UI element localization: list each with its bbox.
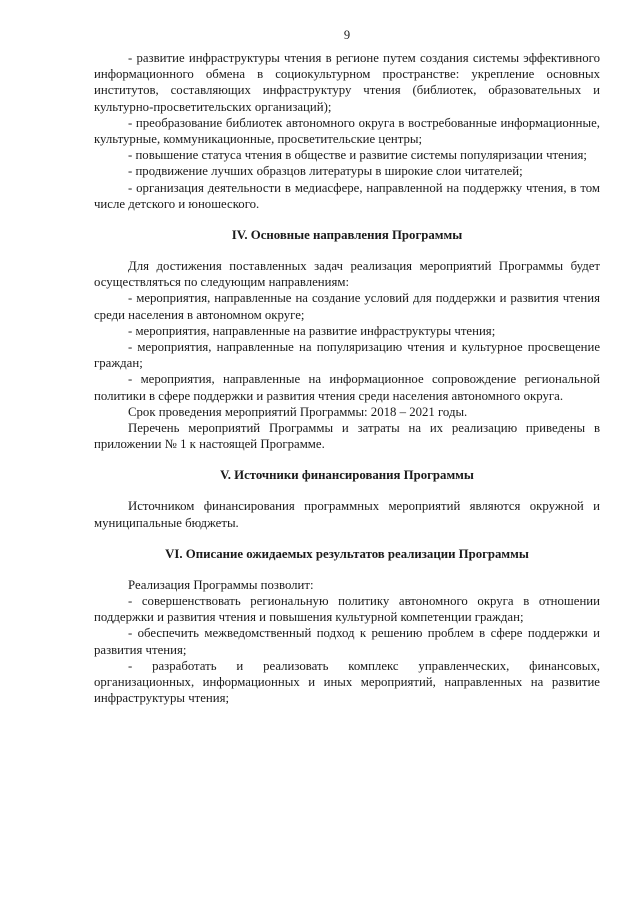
paragraph: Срок проведения мероприятий Программы: 2018 – 2021 годы. bbox=[128, 404, 468, 419]
section-heading-vi: VI. Описание ожидаемых результатов реализации Программы bbox=[165, 546, 529, 561]
list-item: - мероприятия, направленные на развитие инфраструктуры чтения; bbox=[128, 323, 496, 338]
section-heading-v: V. Источники финансирования Программы bbox=[220, 468, 474, 483]
document-page bbox=[94, 28, 600, 707]
paragraph: Реализация Программы позволит: bbox=[128, 577, 314, 592]
list-item: - преобразование библиотек автономного округа в востребованные информационные, культурные, коммуникационные, просветительские центры; bbox=[94, 115, 600, 147]
list-item: - продвижение лучших образцов литературы в широкие слои читателей; bbox=[128, 164, 523, 179]
list-item: - мероприятия, направленные на популяризацию чтения и культурное просвещение граждан; bbox=[94, 340, 600, 371]
section-heading-iv: IV. Основные направления Программы bbox=[231, 228, 463, 243]
list-item: - обеспечить межведомственный подход к решению проблем в сфере поддержки и развития чтения; bbox=[94, 626, 600, 657]
list-item: - организация деятельности в медиасфере, направленной на поддержку чтения, в том числе детского и юношеского. bbox=[94, 180, 600, 211]
list-item: - мероприятия, направленные на информационное сопровождение региональной политики в сфере поддержки и развития чтения среди населения автономного округа. bbox=[94, 372, 600, 403]
paragraph: Перечень мероприятий Программы и затраты на их реализацию приведены в приложении № 1 к настоящей Программе. bbox=[94, 421, 600, 452]
list-item: - мероприятия, направленные на создание условий для поддержки и развития чтения среди населения в автономном округе; bbox=[94, 291, 600, 322]
list-item: - повышение статуса чтения в обществе и развитие системы популяризации чтения; bbox=[128, 148, 587, 163]
list-item: - разработать и реализовать комплекс управленческих, финансовых, организационных, информационных и иных мероприятий, направленных на развитие инфраструктуры чтения; bbox=[94, 658, 600, 706]
page-number: 9 bbox=[343, 28, 351, 42]
paragraph: Для достижения поставленных задач реализация мероприятий Программы будет осуществляться по следующим направлениям: bbox=[94, 259, 600, 290]
paragraph: Источником финансирования программных мероприятий являются окружной и муниципальные бюджеты. bbox=[94, 499, 600, 530]
list-item: - совершенствовать региональную политику автономного округа в отношении поддержки и развития чтения и повышения культурной компетенции граждан; bbox=[94, 594, 600, 625]
list-item: - развитие инфраструктуры чтения в регионе путем создания системы эффективного информационного обмена в социокультурном пространстве: укрепление основных институтов, составляющих инфраструктуру чтения (библиотек, образовательных и культурно-просветительских организаций); bbox=[94, 51, 600, 114]
